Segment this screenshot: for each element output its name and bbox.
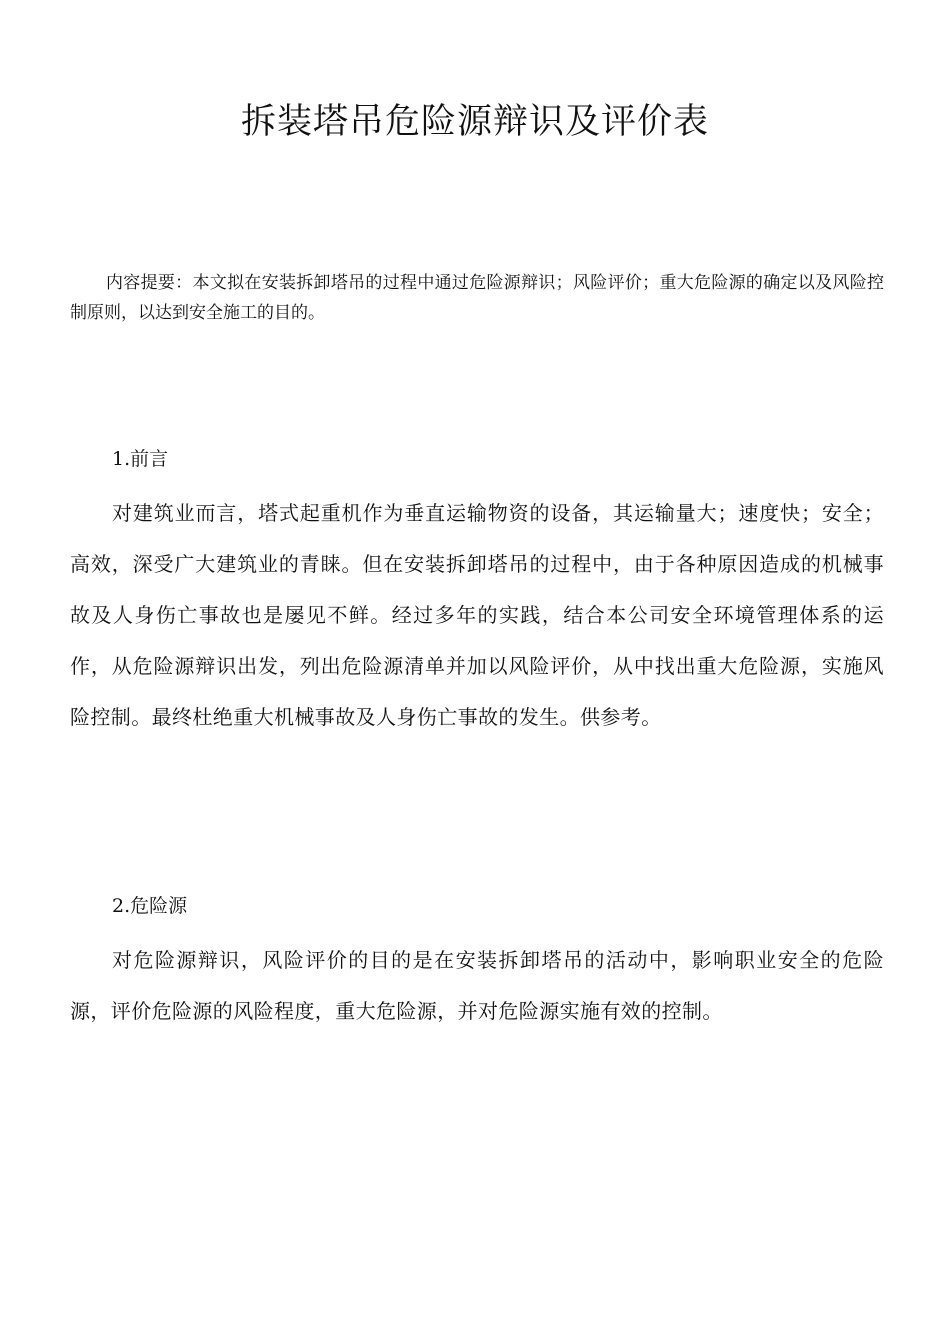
section-hazard-source <box>70 891 884 1037</box>
document-title: 拆装塔吊危险源辩识及评价表 <box>240 102 709 142</box>
abstract-paragraph: 内容提要：本文拟在安装拆卸塔吊的过程中通过危险源辩识；风险评价；重大危险源的确定以及风险控制原则，以达到安全施工的目的。 <box>70 273 884 323</box>
section-heading: 1.前言 <box>112 448 169 470</box>
section-heading: 2.危险源 <box>112 895 188 917</box>
section-body: 对建筑业而言，塔式起重机作为垂直运输物资的设备，其运输量大；速度快；安全；高效，深受广大建筑业的青睐。但在安装拆卸塔吊的过程中，由于各种原因造成的机械事故及人身伤亡事故也是屡见不鲜。经过多年的实践，结合本公司安全环境管理体系的运作，从危险源辩识出发，列出危险源清单并加以风险评价，从中找出重大危险源，实施风险控制。最终杜绝重大机械事故及人身伤亡事故的发生。供参考。 <box>70 501 884 729</box>
section-preface <box>70 444 884 743</box>
section-body: 对危险源辩识，风险评价的目的是在安装拆卸塔吊的活动中，影响职业安全的危险源，评价危险源的风险程度，重大危险源，并对危险源实施有效的控制。 <box>70 948 884 1023</box>
